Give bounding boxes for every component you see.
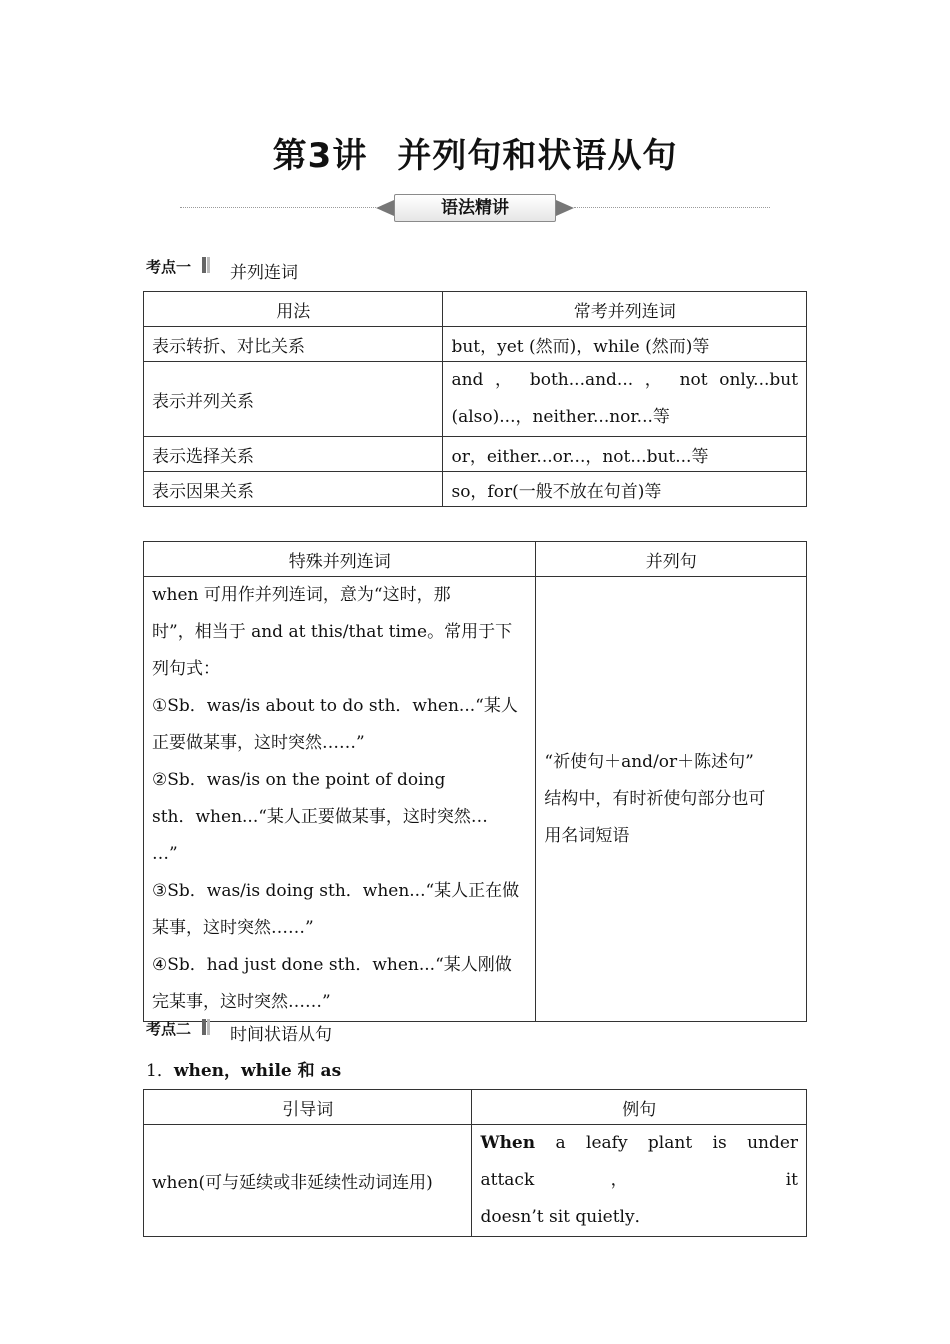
kaodian-bar-icon <box>202 257 206 273</box>
banner-right-arrow-icon <box>556 200 574 216</box>
header-example: 例句 <box>472 1090 807 1125</box>
text-line: 正要做某事，这时突然……” <box>152 733 365 753</box>
conjunction-cell: or，either...or...，not...but...等 <box>443 437 807 472</box>
text-line: ④Sb．had just done sth．when...“某人刚做 <box>152 955 512 975</box>
header-conjunctions: 常考并列连词 <box>443 292 807 327</box>
when-usage-cell <box>144 577 536 1022</box>
kaodian-bar-icon <box>207 1019 210 1035</box>
example-line: doesn’t sit quietly． <box>480 1207 652 1227</box>
header-usage: 用法 <box>144 292 443 327</box>
subheading <box>146 1056 341 1081</box>
text-line: 完某事，这时突然……” <box>152 992 331 1012</box>
text-line: “祈使句＋and/or＋陈述句” <box>544 751 754 772</box>
kaodian-bar-icon <box>207 257 210 273</box>
text-line: 结构中，有时祈使句部分也可 <box>544 788 766 809</box>
kaodian-tag: 考点二 <box>146 1020 192 1038</box>
conjunction-cell: but，yet (然而)，while (然而)等 <box>443 327 807 362</box>
text-line: ②Sb．was/is on the point of doing <box>152 770 446 790</box>
table-header-row <box>144 1090 807 1125</box>
usage-cell: 表示并列关系 <box>144 362 443 437</box>
title-lecture: 第3讲 <box>272 136 368 176</box>
usage-cell: 表示因果关系 <box>144 472 443 507</box>
header-compound: 并列句 <box>536 542 807 577</box>
header-special: 特殊并列连词 <box>144 542 536 577</box>
header-introducer: 引导词 <box>144 1090 472 1125</box>
table-row <box>144 437 807 472</box>
kaodian-tag: 考点一 <box>146 258 192 276</box>
compound-sentence-cell <box>536 577 807 1022</box>
introducer-cell: when(可与延续或非延续性动词连用) <box>144 1125 472 1237</box>
text-line: 某事，这时突然……” <box>152 918 314 938</box>
text-line: 时”，相当于 and at this/that time。常用于下 <box>152 622 513 642</box>
usage-cell: 表示转折、对比关系 <box>144 327 443 362</box>
conjunction-line: (also)...，neither...nor...等 <box>451 407 670 427</box>
text-line: sth．when...“某人正要做某事，这时突然… <box>152 807 488 827</box>
text-line: 列句式： <box>152 659 220 679</box>
conjunction-table <box>143 291 807 507</box>
kaodian-name: 并列连词 <box>230 263 298 283</box>
table-header-row <box>144 542 807 577</box>
table-row <box>144 327 807 362</box>
banner-label: 语法精讲 <box>394 194 556 222</box>
banner-left-arrow-icon <box>376 200 394 216</box>
subheading-text: when，while 和 as <box>173 1061 342 1081</box>
kaodian-name: 时间状语从句 <box>230 1025 332 1045</box>
usage-cell: 表示选择关系 <box>144 437 443 472</box>
divider-right <box>574 207 770 208</box>
table-row <box>144 472 807 507</box>
table-row <box>144 577 807 1022</box>
table-row <box>144 1125 807 1237</box>
special-conjunction-table <box>143 541 807 1022</box>
subheading-number: 1． <box>146 1061 174 1081</box>
conjunction-line: and ， both...and... ， not only...but <box>451 370 799 390</box>
example-cell <box>472 1125 807 1237</box>
title-topic: 并列句和状语从句 <box>397 136 678 176</box>
kaodian-bar-icon <box>202 1019 206 1035</box>
section-banner <box>376 194 574 222</box>
table-row <box>144 362 807 437</box>
table-header-row <box>144 292 807 327</box>
text-line: 用名词短语 <box>544 825 630 846</box>
conjunction-cell: so，for(一般不放在句首)等 <box>443 472 807 507</box>
page-title <box>0 128 950 177</box>
time-clause-table <box>143 1089 807 1237</box>
conjunction-cell <box>443 362 807 437</box>
text-line: ③Sb．was/is doing sth．when...“某人正在做 <box>152 881 520 901</box>
text-line: when 可用作并列连词，意为“这时，那 <box>152 585 451 605</box>
text-line: …” <box>152 844 178 864</box>
example-line: When a leafy plant is under attack， it <box>480 1133 799 1190</box>
divider-left <box>180 207 376 208</box>
text-line: ①Sb．was/is about to do sth．when...“某人 <box>152 696 518 716</box>
